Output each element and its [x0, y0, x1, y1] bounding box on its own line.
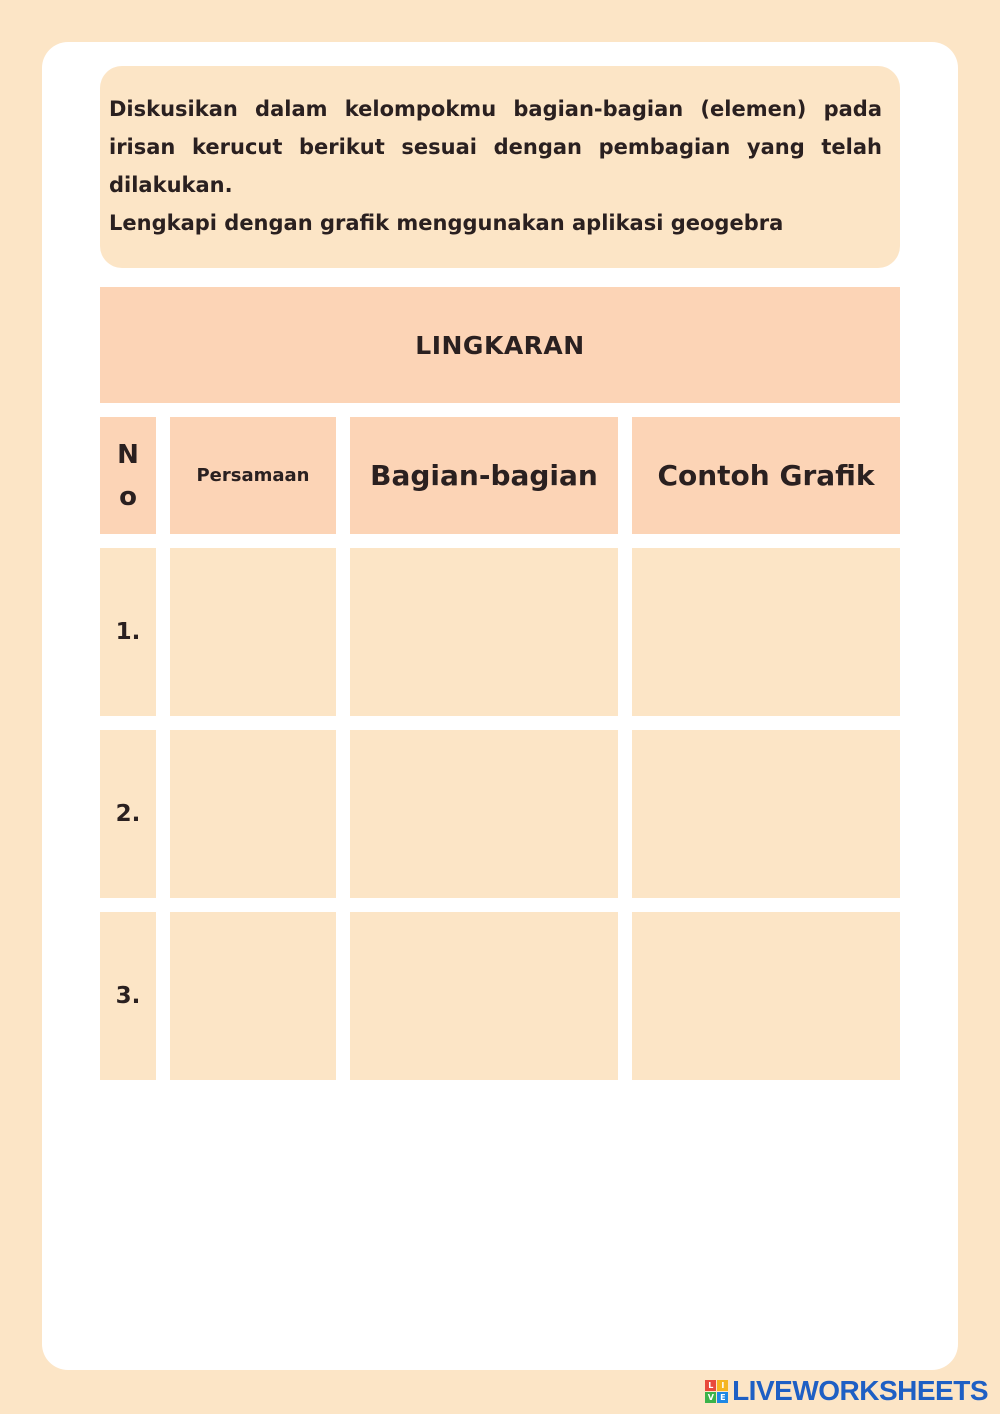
grafik-input[interactable]: [632, 730, 900, 898]
bagian-input[interactable]: [350, 912, 618, 1080]
logo-letter: V: [705, 1392, 716, 1403]
instruction-text: Diskusikan dalam kelompokmu bagian-bagian (elemen) pada irisan kerucut berikut sesuai dengan pembagian yang telah dilakukan.: [109, 97, 882, 197]
grafik-input[interactable]: [632, 548, 900, 716]
row-number: 1.: [100, 548, 156, 716]
header-no: [100, 417, 156, 534]
row-number: 2.: [100, 730, 156, 898]
header-grafik: Contoh Grafik: [632, 417, 900, 534]
header-persamaan: Persamaan: [170, 417, 336, 534]
liveworksheets-logo-icon: [705, 1380, 728, 1403]
persamaan-input[interactable]: [170, 730, 336, 898]
instruction-text-2: Lengkapi dengan grafik menggunakan aplikasi geogebra: [109, 211, 784, 235]
liveworksheets-brand[interactable]: [705, 1376, 988, 1406]
header-bagian: Bagian-bagian: [350, 417, 618, 534]
table-title: LINGKARAN: [100, 287, 900, 403]
grafik-input[interactable]: [632, 912, 900, 1080]
header-no-label: No: [117, 439, 139, 512]
logo-letter: I: [717, 1380, 728, 1391]
instruction-box: [100, 66, 900, 268]
persamaan-input[interactable]: [170, 548, 336, 716]
logo-letter: E: [717, 1392, 728, 1403]
bagian-input[interactable]: [350, 548, 618, 716]
bagian-input[interactable]: [350, 730, 618, 898]
logo-letter: L: [705, 1380, 716, 1391]
row-number: 3.: [100, 912, 156, 1080]
brand-name: LIVEWORKSHEETS: [732, 1375, 988, 1406]
persamaan-input[interactable]: [170, 912, 336, 1080]
